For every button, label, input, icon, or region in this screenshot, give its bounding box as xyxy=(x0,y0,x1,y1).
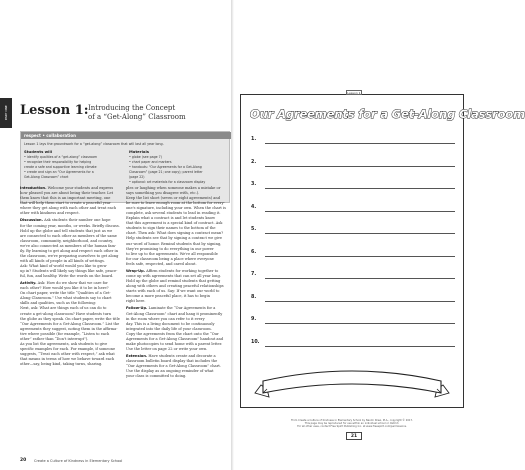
lesson-title: Lesson 1: xyxy=(20,103,89,118)
body-text-line: says something you disagree with, etc.). xyxy=(126,191,200,196)
body-text-line: Next, ask: What are things each of us can do to xyxy=(20,306,107,311)
left-footer-book-title: Create a Culture of Kindness in Elementary School xyxy=(34,458,123,463)
agreement-write-line xyxy=(265,188,455,189)
part-side-tab-label: PART ONE xyxy=(4,105,8,121)
agreement-row xyxy=(251,295,461,309)
lesson-heading xyxy=(20,103,230,127)
body-text-line: starts with each of us. Say: If we want our world to xyxy=(126,289,220,294)
body-text-line: integrated into the daily life of your classroom. xyxy=(126,326,212,331)
body-text-line: day. This is a living document to be continuously xyxy=(126,321,215,326)
body-paragraph xyxy=(126,354,227,379)
body-text-line: become a more peaceful place, it has to begin xyxy=(126,294,210,299)
paragraph-text: Have students create and decorate a xyxy=(147,354,216,359)
agreement-write-line xyxy=(265,211,455,212)
body-paragraph xyxy=(20,186,121,216)
book-gutter xyxy=(231,0,234,470)
agreement-write-line xyxy=(265,256,455,257)
agreement-write-line xyxy=(265,233,455,234)
agreement-row xyxy=(251,250,461,264)
agreement-row xyxy=(251,317,461,331)
agreement-write-line xyxy=(265,323,455,324)
body-column-right xyxy=(126,186,227,381)
paragraph-lead: Extension. xyxy=(126,354,148,359)
body-text-line: “Our Agreements for a Get-Along Classroom.” List the xyxy=(20,321,120,326)
body-text-line: other with kindness and respect. xyxy=(20,211,80,216)
body-text-line: agreements they suggest, noting them in the affirma- xyxy=(20,326,118,331)
body-paragraph xyxy=(126,186,227,267)
agreement-write-line xyxy=(265,143,455,144)
body-text-line: in the room where you can refer to it every xyxy=(126,316,205,321)
body-text-line: ily. By learning to get along and respect each other in xyxy=(20,248,119,253)
body-text-line: how pleased you are about being their teacher. Let xyxy=(20,191,114,196)
body-text-line: skills and qualities, such as the following: xyxy=(20,301,97,306)
body-text-line: along with others and creating peaceful relationships xyxy=(126,284,224,289)
body-text-line: specific examples for each. For example, if someone xyxy=(20,346,116,351)
body-text-line: tive where possible (for example, “Listen to each xyxy=(20,331,110,336)
info-box-lesson-line: Lesson 1 lays the groundwork for a “get-along” classroom that will last all year long. xyxy=(24,142,164,146)
body-text-line: Agreements for a Get-Along Classroom” handout and xyxy=(126,336,224,341)
body-text-line: are connected to each other as members of the same xyxy=(20,233,117,238)
body-text-line: one's signature, including your own. When the chart is xyxy=(126,206,226,211)
body-text-line: create a get-along classroom? Have students turn xyxy=(20,311,111,316)
body-text-line: Along Classroom.” Use what students say to chart xyxy=(20,296,112,301)
body-paragraph xyxy=(20,218,121,279)
agreement-number: 7. xyxy=(251,272,257,277)
body-text-line: Explain what a contract is and let students know xyxy=(126,216,216,221)
paragraph-lead: Introduction. xyxy=(20,186,47,190)
body-text-line: we're also connected as members of the human fam- xyxy=(20,243,117,248)
right-page-number: 21 xyxy=(346,432,362,440)
agreement-row xyxy=(251,340,461,354)
agreement-row xyxy=(251,272,461,286)
left-page-number: 20 xyxy=(20,458,27,463)
body-text-line: your class is committed to doing. xyxy=(126,374,187,379)
body-text-line: classroom bulletin board display that includes the xyxy=(126,359,218,364)
copyright-line: From Create a Culture of Kindness in Elementary School by Naomi Drew, M.A., copyright © 2017. xyxy=(291,419,413,422)
students-will-item: • create and sign an “Our Agreements for a xyxy=(24,170,94,174)
body-text-line: Copy the agreements from the chart onto the “Our xyxy=(126,331,219,336)
materials-item: (page 22) xyxy=(129,175,145,179)
body-text-line: be sure to leave enough room at the bottom for every- xyxy=(126,201,225,206)
paragraph-text: Ask students their number one hope xyxy=(42,218,111,223)
body-text-line: for the coming year, months, or weeks. Briefly discuss. xyxy=(20,223,120,228)
body-text-line: up in? Students will likely say things like safe, peace- xyxy=(20,268,118,273)
signature-banner xyxy=(253,363,451,401)
body-text-line: ples or laughing when someone makes a mistake or xyxy=(126,186,221,190)
materials-item: Classroom” (page 21; one copy); parent letter xyxy=(129,170,203,174)
body-text-line: classroom, community, neighborhood, and country, xyxy=(20,238,113,243)
body-text-line: where they get along with each other and treat each xyxy=(20,206,117,211)
body-column-left xyxy=(20,186,121,369)
body-text-line: ful, fun, and healthy. Write the words on the board. xyxy=(20,273,114,278)
body-text-line: to live up to the agreements. We're all responsible xyxy=(126,251,218,256)
agreement-write-line xyxy=(265,278,455,279)
body-text-line: As you list the agreements, ask students to give xyxy=(20,341,108,346)
agreement-number: 3. xyxy=(251,182,257,187)
body-text-line: the classroom, we're preparing ourselves to get along xyxy=(20,253,119,258)
body-text-line: “Our Agreements for a Get-Along Classroom” chart. xyxy=(126,364,222,369)
materials-item: • globe (see page 7) xyxy=(129,155,162,159)
handout-title: Our Agreements for a Get-Along Classroom xyxy=(250,107,525,121)
lesson-subtitle-line2: of a “Get-Along” Classroom xyxy=(88,113,186,121)
body-text-line: them know that this is an important meeting, one xyxy=(20,196,111,201)
agreement-number: 10. xyxy=(251,339,260,345)
copyright-line: This page may be reproduced for use within an individual school or district. xyxy=(304,422,400,426)
agreement-number: 8. xyxy=(251,294,257,300)
paragraph-text: Affirm students for working together to xyxy=(145,268,219,273)
agreement-row xyxy=(251,182,461,196)
body-text-line: On chart paper, write the title “Qualities of a Get- xyxy=(20,291,111,296)
body-text-line: Hold up the globe and tell students that just as we xyxy=(20,228,113,233)
body-text-line: right here. xyxy=(126,299,146,304)
paragraph-text: Ask: How do we show that we care for xyxy=(36,281,108,286)
agreement-number: 4. xyxy=(251,204,257,210)
body-paragraph xyxy=(126,269,227,304)
agreement-row xyxy=(251,205,461,219)
materials-item: • chart paper and markers xyxy=(129,160,172,164)
agreement-number: 6. xyxy=(251,249,257,255)
body-text-line: our word of honor. Remind students that by signing, xyxy=(126,241,222,246)
paragraph-lead: Wrap-Up. xyxy=(126,268,146,273)
body-text-line: Ask: What kind of world would you like to grow xyxy=(20,263,107,268)
agreement-number: 5. xyxy=(251,227,257,232)
agreement-write-line xyxy=(265,301,455,302)
body-text-line: Hold up the globe and remind students that getting xyxy=(126,279,221,284)
students-will-item: Get-Along Classroom” chart xyxy=(24,175,69,179)
body-text-line: that means in terms of how we behave toward each xyxy=(20,356,115,361)
agreement-write-line xyxy=(265,166,455,167)
agreement-number: 1. xyxy=(251,137,257,142)
materials-item: • handouts: “Our Agreements for a Get-Along xyxy=(129,165,202,169)
left-page-footer xyxy=(20,458,228,466)
body-paragraph xyxy=(20,281,121,367)
paragraph-lead: Follow-Up. xyxy=(126,306,148,311)
agreement-number: 9. xyxy=(251,317,257,322)
body-text-line: that this agreement is a special kind of contract. Ask xyxy=(126,221,223,226)
students-will-item: create a safe and supportive learning climate xyxy=(24,165,97,169)
body-text-line: complete, ask several students to lead in reading it. xyxy=(126,211,221,216)
students-will-heading: Students will xyxy=(24,149,53,154)
students-will-item: • recognize their responsibility for helping xyxy=(24,160,92,164)
body-text-line xyxy=(126,306,227,311)
agreement-row xyxy=(251,160,461,174)
body-text-line: Use the letter on page 22 or write your own. xyxy=(126,346,208,351)
paragraph-lead: Activity. xyxy=(20,281,37,286)
body-text-line: with all kinds of people in all kinds of settings. xyxy=(20,258,105,263)
body-text-line: feels safe, respected, and cared about. xyxy=(126,261,197,266)
info-box-header xyxy=(21,132,231,139)
lesson-subtitle-line1: Introducing the Concept xyxy=(88,104,176,112)
body-text-line: they're promising to do everything in our power xyxy=(126,246,214,251)
body-text-line: come up with agreements that can set all year long. xyxy=(126,273,221,278)
agreement-number: 2. xyxy=(251,159,257,165)
body-text-line: Help students see that by signing a contract we give xyxy=(126,236,222,241)
body-text-line xyxy=(20,218,121,223)
body-text-line: that will help them start to create a peaceful year xyxy=(20,201,111,206)
materials-heading: Materials xyxy=(129,149,150,154)
paragraph-text: Laminate the “Our Agreements for a xyxy=(147,306,216,311)
body-text-line: Get-Along Classroom” chart and hang it prominently xyxy=(126,311,223,316)
materials-item: • optional: art materials for a classroom display xyxy=(129,180,206,184)
agreement-row xyxy=(251,227,461,241)
copyright-notice xyxy=(278,419,426,429)
copyright-line: For all other uses, contact Free Spirit Publishing Inc. at www.freespirit.com/permissions. xyxy=(297,425,407,429)
body-text-line: chart. Then ask: What does signing a contract mean? xyxy=(126,231,224,236)
body-text-line: Use the display as an ongoing reminder of what xyxy=(126,369,214,374)
body-text-line: suggests, “Treat each other with respect,” ask what xyxy=(20,351,115,356)
body-text-line: each other? How would you like it to be in here? xyxy=(20,286,109,291)
body-text-line: other” rather than “Don't interrupt”). xyxy=(20,336,89,341)
paragraph-lead: Discussion. xyxy=(20,218,43,223)
agreement-row xyxy=(251,137,461,151)
body-text-line: the globe as they speak. On chart paper, write the title xyxy=(20,316,120,321)
body-text-line: other—say, being kind, taking turns, sharing. xyxy=(20,361,103,366)
paragraph-text: Welcome your students and express xyxy=(46,186,114,190)
body-paragraph xyxy=(126,306,227,351)
body-text-line: make photocopies to send home with a parent letter. xyxy=(126,341,223,346)
students-will-item: • identify qualities of a “get-along” classroom xyxy=(24,155,98,159)
info-box-header-text: respect • collaboration xyxy=(24,132,76,138)
body-text-line: Keep the list short (seven or eight agreements) and xyxy=(126,196,221,201)
lesson-label-tab: Lesson 1 xyxy=(347,91,361,95)
body-text-line: for our classroom being a place where everyone xyxy=(126,256,214,261)
agreement-write-line xyxy=(265,346,455,347)
body-text-line: students to sign their names to the bottom of the xyxy=(126,226,216,231)
